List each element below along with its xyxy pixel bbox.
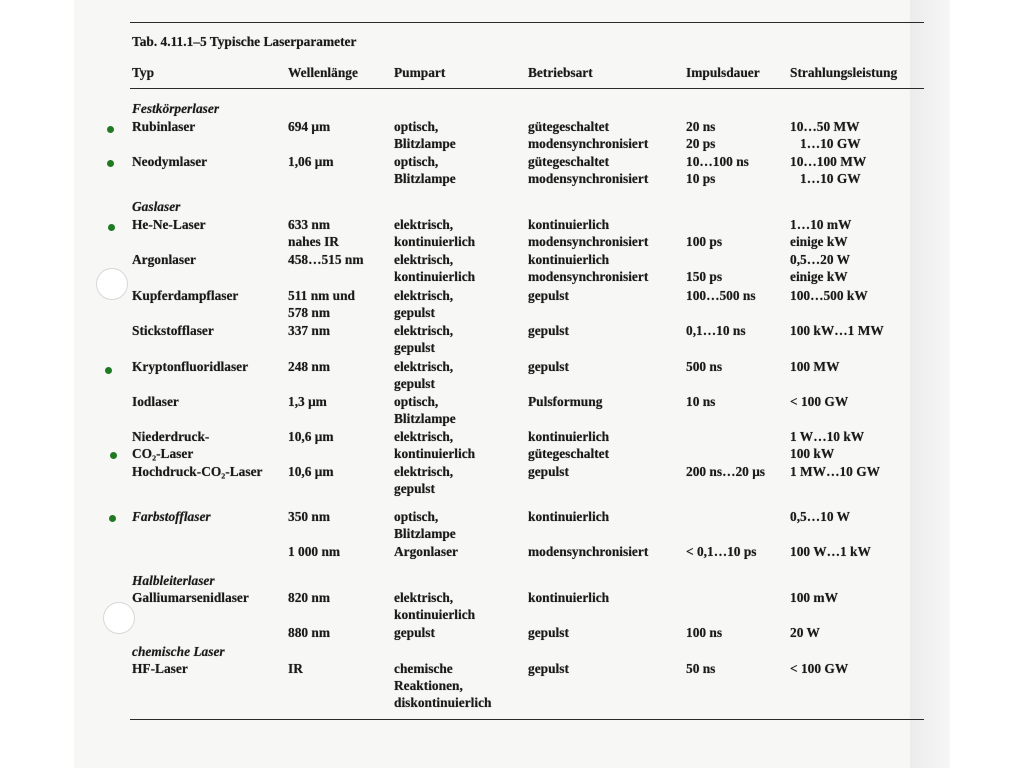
header-rule — [130, 88, 924, 89]
laser-type: Argonlaser — [132, 252, 196, 267]
punch-hole-bottom — [103, 602, 135, 634]
wavelength: 10,6 μm — [288, 464, 334, 479]
operation-mode: gepulst — [528, 464, 569, 479]
radiant-power: < 100 GW — [790, 394, 849, 409]
operation-mode: modensynchronisiert — [528, 269, 649, 284]
radiant-power: 100 W…1 kW — [790, 544, 871, 559]
wavelength: 880 nm — [288, 625, 331, 640]
pump-type: Blitzlampe — [394, 411, 456, 426]
wavelength: 1,3 μm — [288, 394, 327, 409]
operation-mode: kontinuierlich — [528, 217, 610, 232]
pump-type: elektrisch, — [394, 429, 454, 444]
radiant-power: 1 W…10 kW — [790, 429, 865, 444]
wavelength: 511 nm und — [288, 288, 355, 303]
radiant-power: 1…10 GW — [800, 136, 861, 151]
pump-type: gepulst — [394, 305, 435, 320]
radiant-power: 10…100 MW — [790, 154, 867, 169]
radiant-power: 1 MW…10 GW — [790, 464, 881, 479]
operation-mode: gepulst — [528, 288, 569, 303]
laser-type: Neodymlaser — [132, 154, 208, 169]
pump-type: elektrisch, — [394, 252, 454, 267]
laser-type: He-Ne-Laser — [132, 217, 206, 232]
pump-type: elektrisch, — [394, 288, 454, 303]
header-wellenlaenge: Wellenlänge — [288, 65, 358, 80]
pump-type: Blitzlampe — [394, 171, 456, 186]
section-label: chemische Laser — [132, 644, 225, 659]
pump-type: kontinuierlich — [394, 446, 476, 461]
wavelength: 10,6 μm — [288, 429, 334, 444]
punch-hole-top — [96, 268, 128, 300]
wavelength: 633 nm — [288, 217, 331, 232]
pump-type: chemische — [394, 661, 453, 676]
operation-mode: gütegeschaltet — [528, 446, 610, 461]
header-strahlungsleistung: Strahlungsleistung — [790, 65, 898, 80]
scan-edge-shade — [910, 0, 950, 768]
laser-type: HF-Laser — [132, 661, 188, 676]
pump-type: optisch, — [394, 119, 439, 134]
pump-type: Blitzlampe — [394, 526, 456, 541]
laser-type: CO₂-Laser — [132, 446, 194, 461]
radiant-power: 1…10 mW — [790, 217, 852, 232]
header-typ: Typ — [132, 65, 155, 80]
radiant-power: 100 kW…1 MW — [790, 323, 884, 338]
margin-mark — [107, 160, 114, 167]
pump-type: optisch, — [394, 154, 439, 169]
pulse-duration: 0,1…10 ns — [686, 323, 746, 338]
pulse-duration: 100…500 ns — [686, 288, 756, 303]
laser-type: Iodlaser — [132, 394, 179, 409]
bottom-rule — [130, 719, 924, 720]
wavelength: 1 000 nm — [288, 544, 341, 559]
pulse-duration: 100 ps — [686, 234, 723, 249]
laser-type: Hochdruck-CO₂-Laser — [132, 464, 263, 479]
margin-mark — [110, 452, 117, 459]
margin-mark — [109, 515, 116, 522]
pump-type: gepulst — [394, 340, 435, 355]
pump-type: diskontinuierlich — [394, 695, 492, 710]
radiant-power: 0,5…10 W — [790, 509, 851, 524]
radiant-power: 0,5…20 W — [790, 252, 851, 267]
operation-mode: gütegeschaltet — [528, 119, 610, 134]
pulse-duration: 20 ns — [686, 119, 716, 134]
laser-type: Rubinlaser — [132, 119, 196, 134]
pump-type: elektrisch, — [394, 464, 454, 479]
pulse-duration: 500 ns — [686, 359, 723, 374]
wavelength: 694 μm — [288, 119, 331, 134]
operation-mode: gepulst — [528, 323, 569, 338]
wavelength: nahes IR — [288, 234, 339, 249]
pump-type: Blitzlampe — [394, 136, 456, 151]
wavelength: 1,06 μm — [288, 154, 334, 169]
laser-type: Niederdruck- — [132, 429, 210, 444]
radiant-power: 20 W — [790, 625, 820, 640]
operation-mode: gepulst — [528, 625, 569, 640]
pump-type: gepulst — [394, 625, 435, 640]
laser-type: Farbstofflaser — [132, 509, 211, 524]
top-rule — [130, 22, 924, 23]
pump-type: elektrisch, — [394, 217, 454, 232]
operation-mode: modensynchronisiert — [528, 171, 649, 186]
margin-mark — [107, 126, 114, 133]
laser-type: Galliumarsenidlaser — [132, 590, 249, 605]
wavelength: 578 nm — [288, 305, 331, 320]
radiant-power: einige kW — [790, 234, 848, 249]
table-caption: Tab. 4.11.1–5 Typische Laserparameter — [132, 34, 357, 49]
wavelength: 350 nm — [288, 509, 331, 524]
pump-type: kontinuierlich — [394, 269, 476, 284]
operation-mode: modensynchronisiert — [528, 136, 649, 151]
operation-mode: gütegeschaltet — [528, 154, 610, 169]
pump-type: Reaktionen, — [394, 678, 463, 693]
operation-mode: kontinuierlich — [528, 509, 610, 524]
operation-mode: modensynchronisiert — [528, 234, 649, 249]
pulse-duration: 10…100 ns — [686, 154, 749, 169]
pulse-duration: 20 ps — [686, 136, 716, 151]
section-label: Festkörperlaser — [132, 101, 220, 116]
radiant-power: 100 MW — [790, 359, 840, 374]
pump-type: gepulst — [394, 481, 435, 496]
header-impulsdauer: Impulsdauer — [686, 65, 760, 80]
pump-type: kontinuierlich — [394, 607, 476, 622]
pump-type: elektrisch, — [394, 323, 454, 338]
operation-mode: kontinuierlich — [528, 429, 610, 444]
pump-type: gepulst — [394, 376, 435, 391]
pump-type: Argonlaser — [394, 544, 458, 559]
wavelength: 458…515 nm — [288, 252, 364, 267]
operation-mode: Pulsformung — [528, 394, 603, 409]
radiant-power: einige kW — [790, 269, 848, 284]
operation-mode: kontinuierlich — [528, 590, 610, 605]
margin-mark — [105, 367, 112, 374]
pulse-duration: 200 ns…20 μs — [686, 464, 766, 479]
operation-mode: kontinuierlich — [528, 252, 610, 267]
radiant-power: 100…500 kW — [790, 288, 868, 303]
wavelength: 248 nm — [288, 359, 331, 374]
section-label: Halbleiterlaser — [132, 573, 215, 588]
pulse-duration: 150 ps — [686, 269, 723, 284]
header-pumpart: Pumpart — [394, 65, 446, 80]
section-label: Gaslaser — [132, 199, 181, 214]
header-betriebsart: Betriebsart — [528, 65, 593, 80]
laser-type: Stickstofflaser — [132, 323, 214, 338]
radiant-power: 100 mW — [790, 590, 838, 605]
wavelength: 820 nm — [288, 590, 331, 605]
pulse-duration: 50 ns — [686, 661, 716, 676]
pump-type: elektrisch, — [394, 359, 454, 374]
radiant-power: 100 kW — [790, 446, 835, 461]
pump-type: optisch, — [394, 394, 439, 409]
pump-type: optisch, — [394, 509, 439, 524]
pulse-duration: 100 ns — [686, 625, 723, 640]
radiant-power: < 100 GW — [790, 661, 849, 676]
margin-mark — [108, 224, 115, 231]
laser-type: Kupferdampflaser — [132, 288, 239, 303]
wavelength: 337 nm — [288, 323, 331, 338]
pulse-duration: < 0,1…10 ps — [686, 544, 757, 559]
pulse-duration: 10 ns — [686, 394, 716, 409]
pump-type: kontinuierlich — [394, 234, 476, 249]
laser-type: Kryptonfluoridlaser — [132, 359, 249, 374]
operation-mode: gepulst — [528, 661, 569, 676]
radiant-power: 10…50 MW — [790, 119, 860, 134]
operation-mode: modensynchronisiert — [528, 544, 649, 559]
wavelength: IR — [288, 661, 303, 676]
radiant-power: 1…10 GW — [800, 171, 861, 186]
operation-mode: gepulst — [528, 359, 569, 374]
pulse-duration: 10 ps — [686, 171, 716, 186]
pump-type: elektrisch, — [394, 590, 454, 605]
